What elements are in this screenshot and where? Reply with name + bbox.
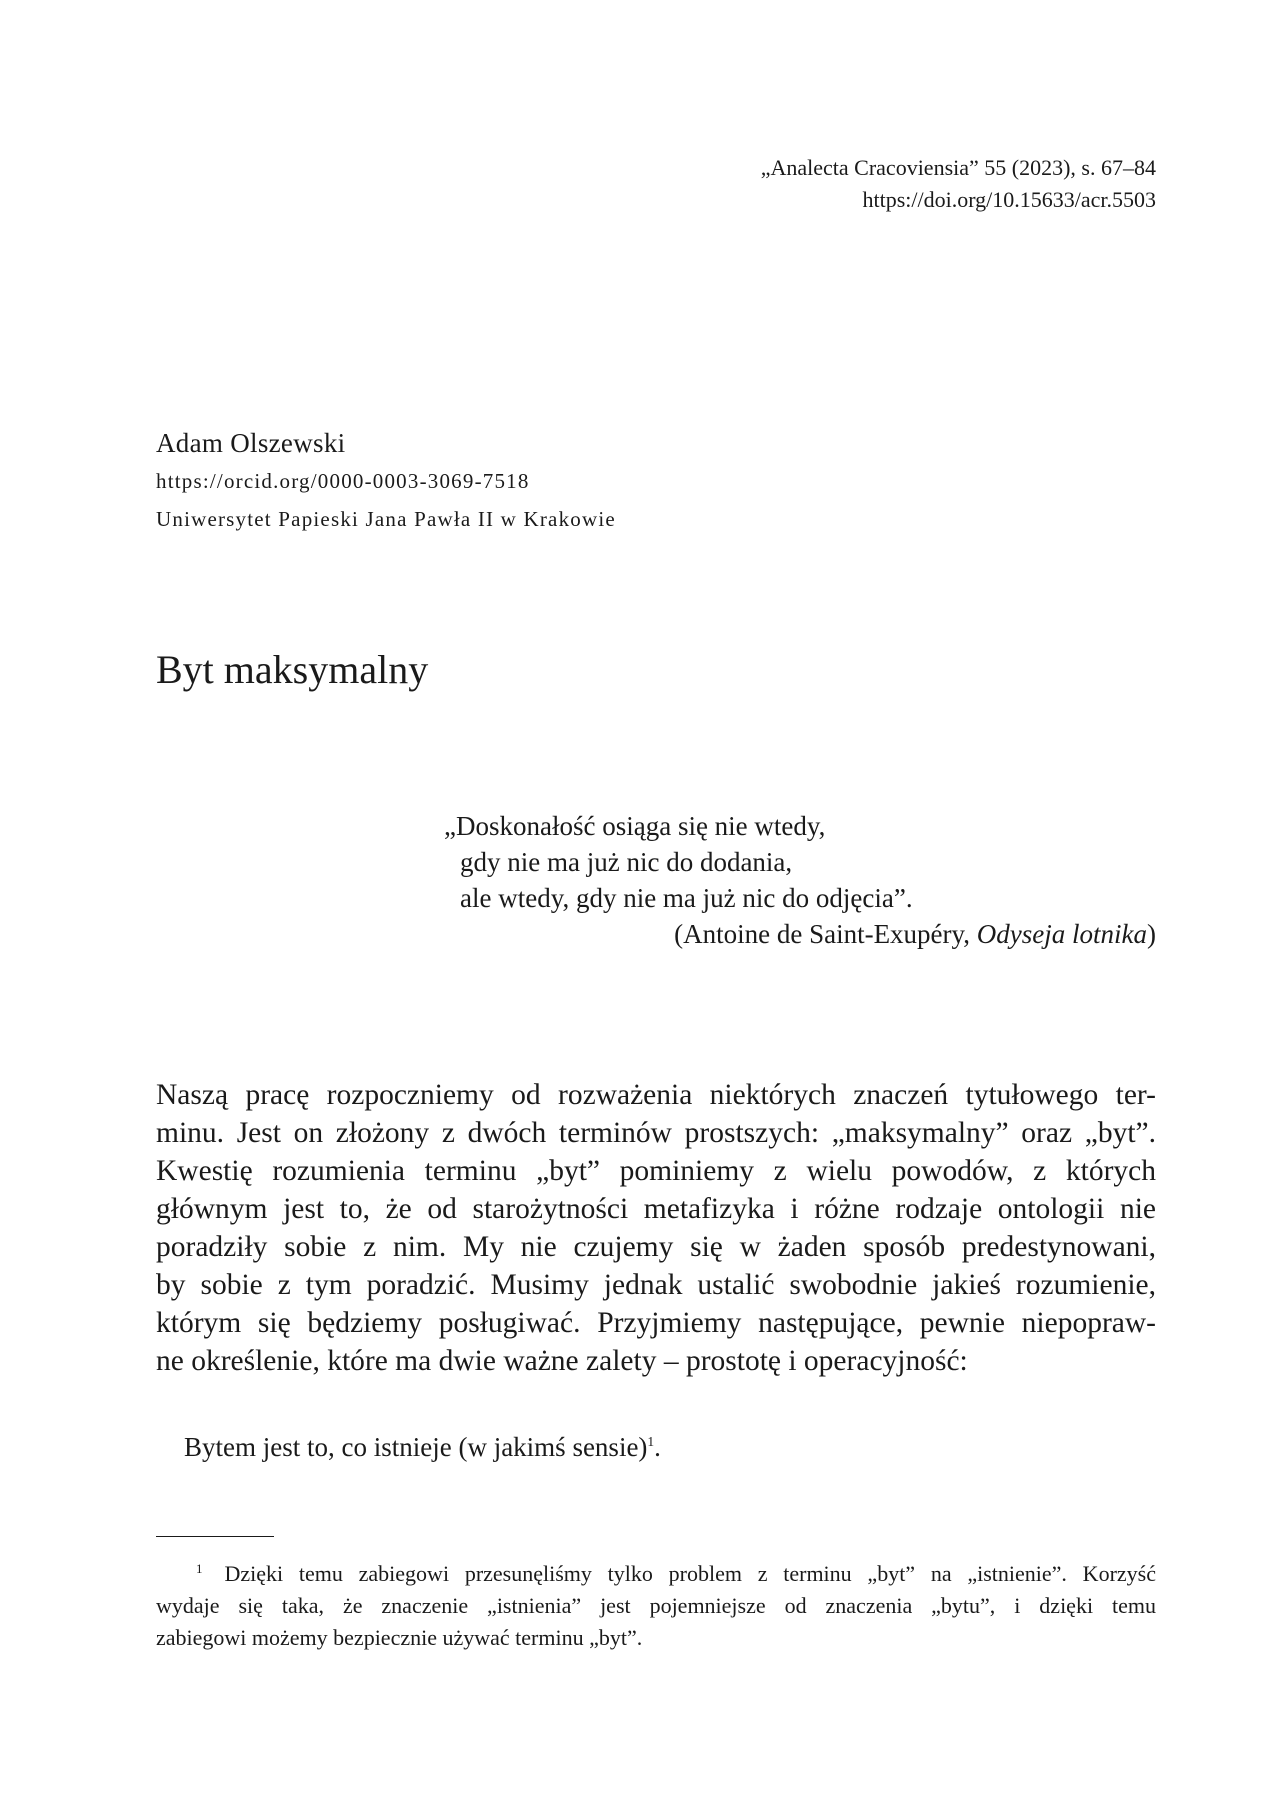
body-line: głównym jest to, że od starożytności metafizyka i różne rodzaje ontologii nie — [156, 1193, 1156, 1225]
article-title: Byt maksymalny — [156, 647, 429, 692]
journal-citation: „Analecta Cracoviensia” 55 (2023), s. 67–84 — [760, 155, 1156, 180]
journal-header — [761, 152, 1156, 216]
body-line: by sobie z tym poradzić. Musimy jednak ustalić swobodnie jakieś rozumienie, — [156, 1269, 1156, 1301]
footnote-divider — [156, 1536, 274, 1537]
footnote-reference[interactable]: 1 — [647, 1434, 655, 1449]
body-line: Kwestię rozumienia terminu „byt” pominiemy z wielu powodów, z których — [156, 1155, 1156, 1187]
doi-link[interactable]: https://doi.org/10.15633/acr.5503 — [862, 187, 1156, 212]
epigraph-line: ale wtedy, gdy nie ma już nic do odjęcia”. — [460, 883, 913, 913]
body-line: minu. Jest on złożony z dwóch terminów prostszych: „maksymalny” oraz „byt”. — [156, 1117, 1156, 1149]
footnote-line — [156, 1558, 1156, 1590]
body-line: ne określenie, które ma dwie ważne zalety – prostotę i operacyjność: — [156, 1345, 968, 1377]
footnote-line: zabiegowi możemy bezpiecznie używać terminu „byt”. — [156, 1625, 643, 1650]
epigraph — [444, 808, 1156, 952]
author-affiliation: Uniwersytet Papieski Jana Pawła II w Krakowie — [156, 507, 616, 531]
body-line: którym się będziemy posługiwać. Przyjmiemy następujące, pewnie niepopraw- — [156, 1307, 1156, 1339]
author-block — [156, 424, 616, 538]
body-line: poradziły sobie z nim. My nie czujemy się w żaden sposób predestynowani, — [156, 1231, 1156, 1263]
author-name: Adam Olszewski — [156, 428, 346, 458]
epigraph-source-work: Odyseja lotnika — [976, 919, 1147, 949]
epigraph-source-prefix: (Antoine de Saint-Exupéry, — [674, 919, 977, 949]
definition — [184, 1428, 661, 1466]
footnote — [156, 1558, 1156, 1654]
footnote-number: 1 — [196, 1560, 203, 1576]
footnote-line-text: Dzięki temu zabiegowi przesunęliśmy tylko problem z terminu „byt” na „istnienie”. Korzyść — [224, 1561, 1156, 1586]
footnote-line: wydaje się taka, że znaczenie „istnienia” jest pojemniejsze od znaczenia „bytu”, i dzięki temu — [156, 1593, 1156, 1618]
body-line: Naszą pracę rozpoczniemy od rozważenia niektórych znaczeń tytułowego ter- — [156, 1079, 1156, 1111]
epigraph-line: „Doskonałość osiąga się nie wtedy, — [444, 811, 826, 841]
epigraph-source-suffix: ) — [1147, 919, 1156, 949]
epigraph-line: gdy nie ma już nic do dodania, — [460, 847, 793, 877]
epigraph-source — [444, 916, 1156, 952]
definition-end: . — [654, 1432, 661, 1462]
definition-text: Bytem jest to, co istnieje (w jakimś sensie) — [184, 1432, 648, 1462]
orcid-link[interactable]: https://orcid.org/0000-0003-3069-7518 — [156, 469, 530, 493]
body-paragraph — [156, 1076, 1156, 1380]
